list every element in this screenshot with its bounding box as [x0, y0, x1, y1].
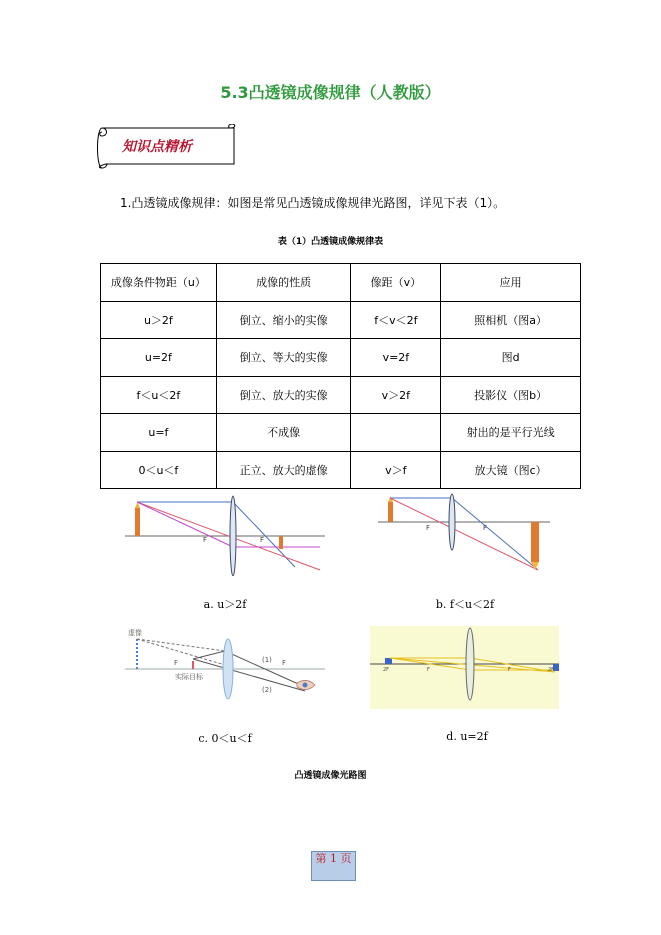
page-prefix: 第: [315, 852, 327, 865]
section-banner: [96, 124, 236, 170]
table-cell: 放大镜（图c）: [441, 451, 581, 489]
virtual-image-label: 虚像: [128, 629, 142, 637]
table-cell: 倒立、放大的实像: [216, 376, 351, 414]
svg-text:F: F: [203, 536, 208, 544]
focus-label-right: F: [282, 659, 287, 667]
svg-text:F: F: [260, 536, 265, 544]
table-cell: 倒立、缩小的实像: [216, 301, 351, 339]
table-cell: 0＜u＜f: [101, 451, 217, 489]
d-tick-4: 2F: [548, 667, 555, 673]
table-row: [101, 376, 581, 414]
table-row: [101, 339, 581, 377]
figure-a-label: a. u＞2f: [203, 598, 247, 611]
diagram-c: [125, 625, 325, 705]
table-row: [101, 451, 581, 489]
table-row: [101, 301, 581, 339]
diagram-a: [125, 492, 325, 576]
table-caption: 表（1）凸透镜成像规律表: [277, 237, 384, 247]
header-cell: 成像条件物距（u）: [101, 264, 217, 302]
table-header-row: [101, 264, 581, 302]
table-row: [101, 414, 581, 452]
page-title: 5.3凸透镜成像规律（人教版）: [220, 83, 441, 102]
table-cell: u=f: [101, 414, 217, 452]
table-cell: 射出的是平行光线: [441, 414, 581, 452]
header-cell: 像距（v）: [351, 264, 441, 302]
intro-paragraph: 1.凸透镜成像规律：如图是常见凸透镜成像规律光路图，详见下表（1）。: [120, 196, 506, 210]
d-tick-2: F: [427, 667, 430, 673]
table-cell: v=2f: [351, 339, 441, 377]
table-cell: 不成像: [216, 414, 351, 452]
svg-text:F: F: [483, 524, 488, 532]
table-cell: 照相机（图a）: [441, 301, 581, 339]
table-cell: f＜v＜2f: [351, 301, 441, 339]
figure-d-label: d. u=2f: [446, 730, 488, 743]
table-cell: v＞f: [351, 451, 441, 489]
banner-text: 知识点精析: [122, 139, 192, 155]
actual-object-label: 实际目标: [175, 673, 203, 681]
table-cell: [351, 414, 441, 452]
table-cell: v＞2f: [351, 376, 441, 414]
page-number-box: [311, 851, 356, 881]
header-cell: 应用: [441, 264, 581, 302]
page-number: 1: [330, 852, 337, 865]
diagram-caption: 凸透镜成像光路图: [294, 771, 367, 781]
table-cell: 投影仪（图b）: [441, 376, 581, 414]
figure-c-label: c. 0＜u＜f: [198, 732, 252, 745]
table-cell: 图d: [441, 339, 581, 377]
focus-label-left: F: [174, 659, 179, 667]
table-cell: u＞2f: [101, 301, 217, 339]
d-tick-3: F: [508, 667, 511, 673]
figure-b-label: b. f＜u＜2f: [435, 598, 495, 611]
svg-text:F: F: [426, 524, 431, 532]
table-cell: 倒立、等大的实像: [216, 339, 351, 377]
d-tick-1: 2F: [383, 667, 390, 673]
page-suffix: 页: [340, 852, 352, 865]
diagram-b: [378, 492, 550, 576]
ray-1-label: (1): [262, 656, 272, 664]
imaging-rules-table: [100, 263, 581, 489]
header-cell: 成像的性质: [216, 264, 351, 302]
table-cell: u=2f: [101, 339, 217, 377]
table-cell: f＜u＜2f: [101, 376, 217, 414]
ray-2-label: (2): [262, 686, 272, 694]
diagram-d: [370, 626, 559, 709]
table-cell: 正立、放大的虚像: [216, 451, 351, 489]
